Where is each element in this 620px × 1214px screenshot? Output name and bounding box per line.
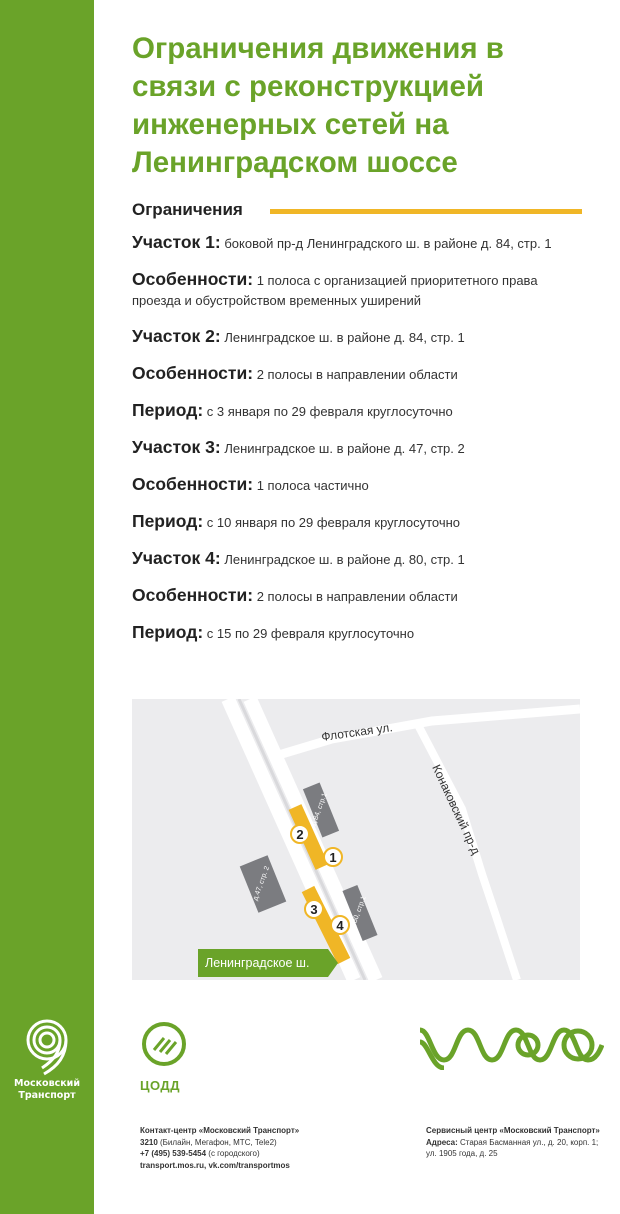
section-label: Ограничения <box>132 200 255 219</box>
moscow-transport-logo <box>9 1018 85 1102</box>
green-sidebar <box>0 0 94 1214</box>
marker-4 <box>331 916 349 934</box>
contact-center <box>140 1125 380 1171</box>
row-key: Особенности: <box>132 269 254 289</box>
row-key: Участок 3: <box>132 437 221 457</box>
row-value: с 10 января по 29 февраля круглосуточно <box>206 515 461 530</box>
map-canvas <box>132 699 580 980</box>
row-key: Особенности: <box>132 363 254 383</box>
list-item <box>132 474 582 496</box>
service-line-2: ул. 1905 года, д. 25 <box>426 1149 498 1158</box>
list-item <box>132 400 582 422</box>
list-item <box>132 363 582 385</box>
marker-1 <box>324 848 342 866</box>
konakovsky-label: Конаковский пр-д <box>429 762 484 857</box>
wave-pattern <box>418 1020 604 1074</box>
flotskaya-label: Флотская ул. <box>320 720 394 744</box>
list-item <box>132 269 582 311</box>
row-key: Участок 2: <box>132 326 221 346</box>
page-title: Ограничения движения в связи с реконструкцией инженерных сетей на Ленинградском шоссе <box>132 32 504 179</box>
row-value: боковой пр-д Ленинградского ш. в районе д. 84, стр. 1 <box>224 236 552 251</box>
contact-line-1: 3210 (Билайн, Мегафон, МТС, Tele2) <box>140 1137 277 1147</box>
contact-line-2: +7 (495) 539-5454 (с городского) <box>140 1149 260 1158</box>
building-47-label: д.47, стр. 2 <box>252 865 272 902</box>
row-key: Особенности: <box>132 474 254 494</box>
row-value: Ленинградское ш. в районе д. 47, стр. 2 <box>224 441 465 456</box>
svg-text:1: 1 <box>329 850 337 865</box>
contact-heading: Контакт-центр «Московский Транспорт» <box>140 1126 300 1135</box>
row-value: 1 полоса с организацией приоритетного права проезда и обустройством временных уширений <box>132 273 538 308</box>
list-item <box>132 232 582 254</box>
highway-label: Ленинградское ш. <box>198 949 328 977</box>
transport-nine-icon <box>22 1018 72 1076</box>
row-key: Период: <box>132 400 204 420</box>
service-center <box>426 1125 616 1160</box>
row-key: Участок 4: <box>132 548 221 568</box>
list-item <box>132 511 582 533</box>
cdd-name: ЦОДД <box>140 1078 180 1093</box>
list-item <box>132 326 582 348</box>
route-map <box>132 699 580 980</box>
row-value: 2 полосы в направлении области <box>256 367 458 382</box>
service-heading: Сервисный центр «Московский Транспорт» <box>426 1126 600 1135</box>
service-line-1: Адреса: Старая Басманная ул., д. 20, корп. 1; <box>426 1137 599 1147</box>
marker-2 <box>291 825 309 843</box>
marker-3 <box>305 900 323 918</box>
konakovsky-road <box>417 723 517 980</box>
cdd-logo <box>140 1020 200 1093</box>
row-value: Ленинградское ш. в районе д. 80, стр. 1 <box>224 552 465 567</box>
section-heading <box>132 200 582 222</box>
row-key: Особенности: <box>132 585 254 605</box>
row-value: с 15 по 29 февраля круглосуточно <box>206 626 415 641</box>
svg-text:4: 4 <box>336 918 344 933</box>
contact-links[interactable]: transport.mos.ru, vk.com/transportmos <box>140 1160 290 1170</box>
row-value: 1 полоса частично <box>256 478 369 493</box>
cdd-icon <box>140 1020 188 1068</box>
building-80-label: д.80, стр.1 <box>349 895 368 930</box>
row-key: Период: <box>132 622 204 642</box>
section-divider <box>270 209 582 214</box>
row-key: Период: <box>132 511 204 531</box>
moscow-transport-name: Московский Транспорт <box>14 1078 80 1101</box>
row-value: Ленинградское ш. в районе д. 84, стр. 1 <box>224 330 465 345</box>
svg-text:2: 2 <box>296 827 304 842</box>
row-value: с 3 января по 29 февраля круглосуточно <box>206 404 453 419</box>
list-item <box>132 585 582 607</box>
list-item <box>132 622 582 644</box>
wave-pattern-icon <box>418 1020 604 1070</box>
list-item <box>132 548 582 570</box>
restrictions-list <box>132 232 582 659</box>
row-value: 2 полосы в направлении области <box>256 589 458 604</box>
row-key: Участок 1: <box>132 232 221 252</box>
building-84-label: д.84, стр.1 <box>310 792 329 827</box>
list-item <box>132 437 582 459</box>
svg-text:3: 3 <box>310 902 318 917</box>
